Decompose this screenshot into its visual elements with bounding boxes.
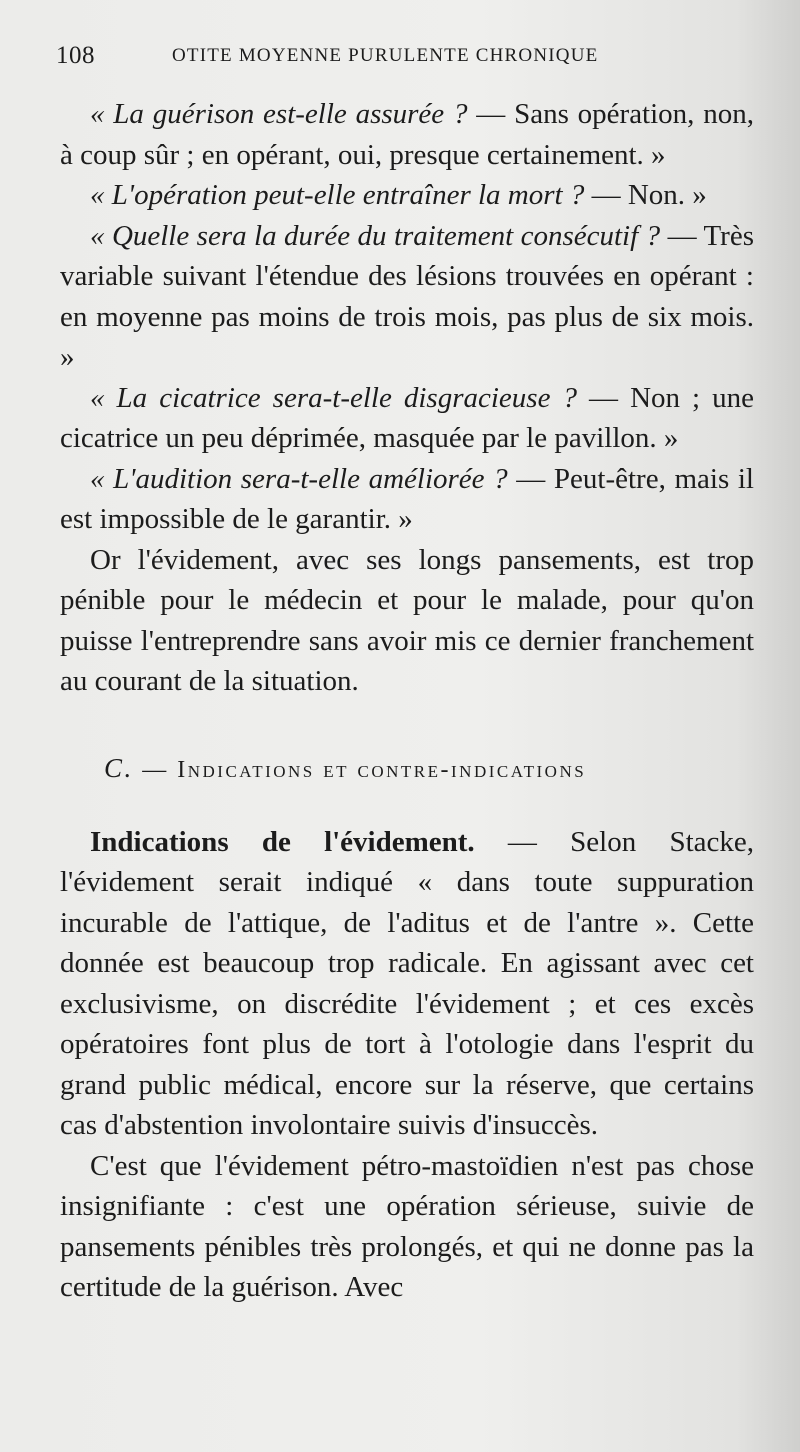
page-body	[60, 94, 754, 1308]
paragraph-or: Or l'évidement, avec ses longs pansements, est trop pénible pour le médecin et pour le malade, pour qu'on puisse l'entreprendre sans avoir mis ce dernier franchement au courant de la situation.	[60, 543, 754, 697]
section-heading	[60, 750, 754, 788]
indications-text: — Selon Stacke, l'évidement serait indiqué « dans toute suppuration incurable de l'attique, de l'aditus et de l'antre ». Cette donnée est beaucoup trop radicale. En agissant avec cet exclusivisme, on discrédite l'évidement ; et ces excès opératoires font plus de tort à l'otologie dans l'esprit du grand public médical, encore sur la réserve, que certains cas d'abstention involontaire suivis d'insuccès.	[60, 825, 754, 1141]
answer-text: — Peut-être, mais il est impossible de le garantir. »	[60, 462, 754, 535]
question-text: « L'audition sera-t-elle améliorée ?	[90, 462, 508, 495]
qa-paragraph	[60, 459, 754, 540]
question-text: « Quelle sera la durée du traitement consécutif ?	[90, 219, 661, 252]
answer-text: — Très variable suivant l'étendue des lésions trouvées en opérant : en moyenne pas moins de trois mois, pas plus de six mois. »	[60, 219, 754, 373]
section-letter: C.	[104, 752, 134, 783]
answer-text: — Non. »	[584, 179, 707, 211]
answer-text: — Sans opération, non, à coup sûr ; en opérant, oui, presque certainement. »	[60, 98, 754, 171]
page-number: 108	[56, 42, 95, 69]
page-header	[56, 42, 746, 76]
question-text: « La guérison est-elle assurée ?	[90, 98, 468, 130]
running-title: OTITE MOYENNE PURULENTE CHRONIQUE	[172, 45, 599, 66]
section-dash: —	[133, 756, 178, 783]
question-text: « La cicatrice sera-t-elle disgracieuse ?	[90, 381, 577, 414]
qa-paragraph	[60, 216, 754, 378]
paragraph-indications	[60, 822, 754, 1146]
qa-paragraph	[60, 175, 754, 216]
paragraph-cest: C'est que l'évidement pétro-mastoïdien n'est pas chose insignifiante : c'est une opération sérieuse, suivie de pansements pénibles très prolongés, et qui ne donne pas la certitude de la guérison. Avec	[60, 1149, 754, 1303]
question-text: « L'opération peut-elle entraîner la mort ?	[90, 179, 585, 211]
qa-paragraph	[60, 94, 754, 175]
indications-lead: Indications de l'évidement.	[90, 825, 475, 858]
qa-paragraph	[60, 378, 754, 459]
answer-text: — Non ; une cicatrice un peu déprimée, masquée par le pavillon. »	[60, 381, 754, 454]
section-title: Indications et contre-indications	[177, 756, 587, 783]
